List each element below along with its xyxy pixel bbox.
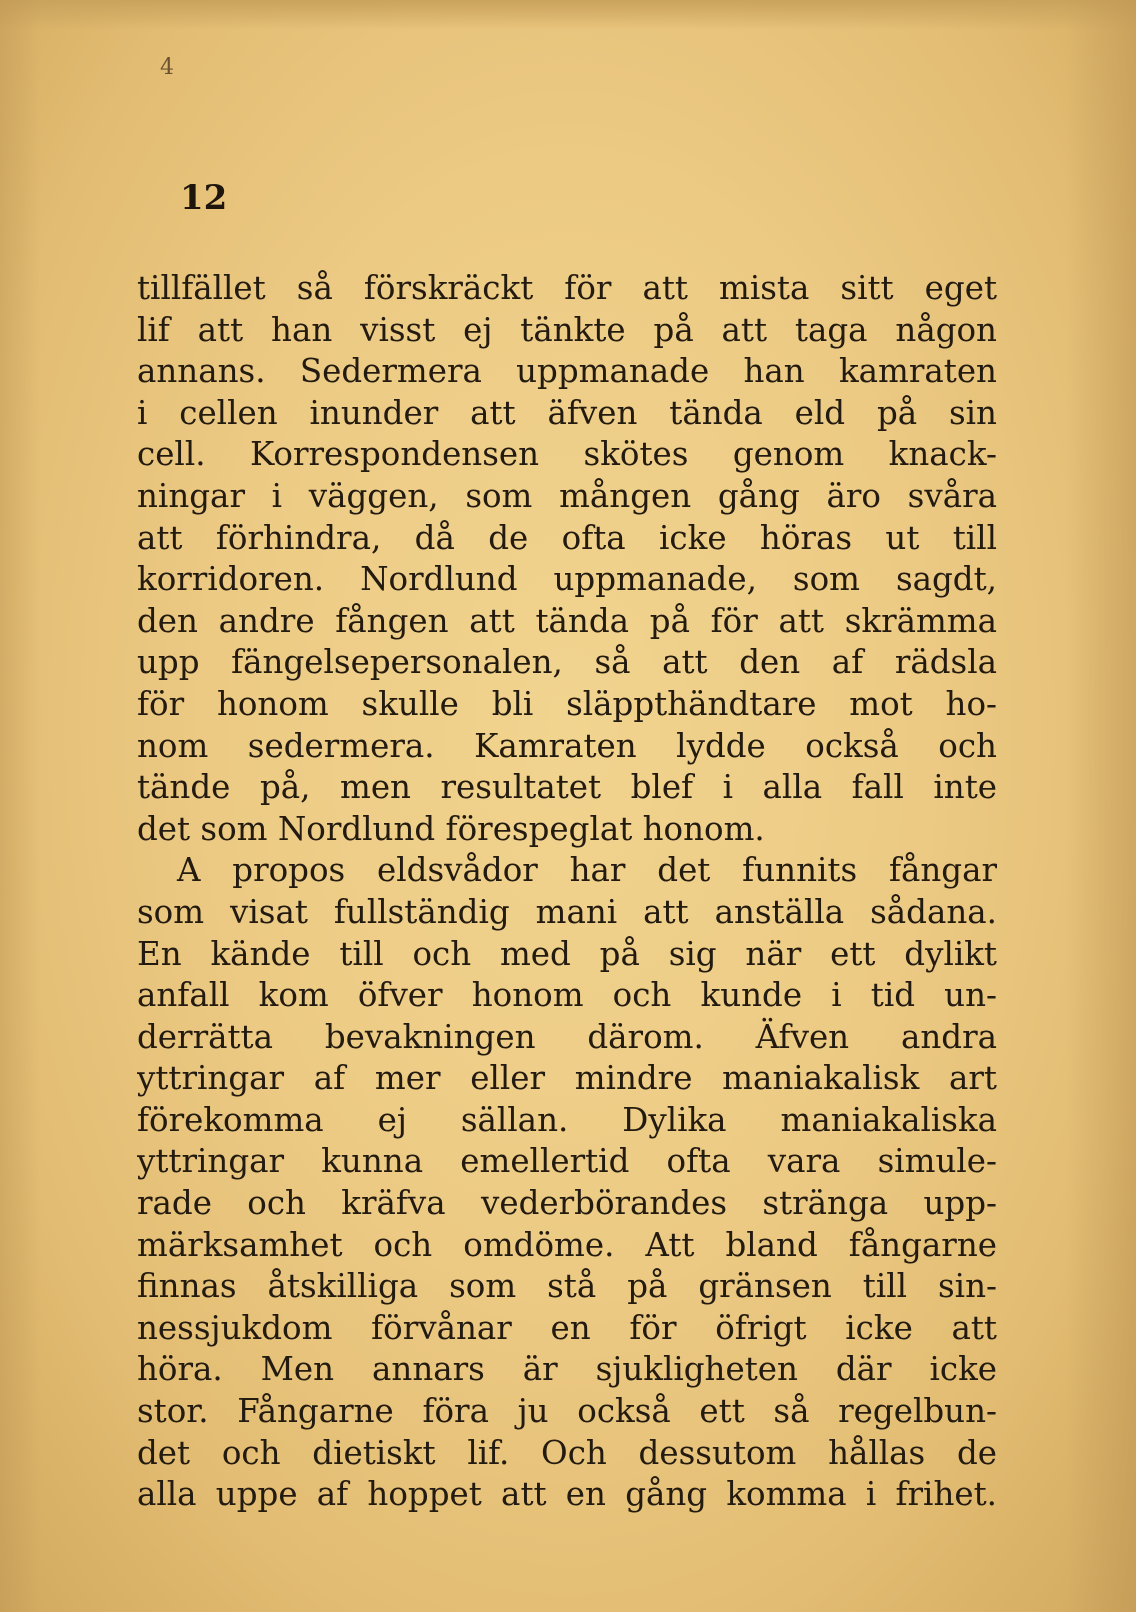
- body-text: [137, 268, 997, 1516]
- text-line: stor. Fångarne föra ju också ett så regelbun-: [137, 1392, 997, 1431]
- text-line: för honom skulle bli släppthändtare mot ho-: [137, 684, 997, 723]
- text-line: den andre fången att tända på för att skrämma: [137, 601, 997, 640]
- text-line: i cellen inunder att äfven tända eld på sin: [137, 393, 997, 432]
- text-line: förekomma ej sällan. Dylika maniakaliska: [137, 1100, 997, 1139]
- text-line: A propos eldsvådor har det funnits fångar: [177, 851, 997, 890]
- text-line: En kände till och med på sig när ett dylikt: [137, 934, 997, 973]
- text-line: det som Nordlund förespeglat honom.: [137, 809, 765, 848]
- corner-mark: 4: [160, 55, 174, 80]
- text-line: nessjukdom förvånar en för öfrigt icke att: [137, 1308, 997, 1347]
- text-line: lif att han visst ej tänkte på att taga någon: [137, 310, 997, 349]
- text-line: alla uppe af hoppet att en gång komma i frihet.: [137, 1475, 997, 1514]
- text-line: finnas åtskilliga som stå på gränsen till sin-: [137, 1267, 997, 1306]
- page-number: 12: [180, 178, 228, 218]
- text-line: tände på, men resultatet blef i alla fall inte: [137, 768, 997, 807]
- paper-edge-right: [1066, 0, 1136, 1612]
- text-line: ningar i väggen, som mången gång äro svåra: [137, 476, 997, 515]
- text-line: cell. Korrespondensen skötes genom knack-: [137, 435, 997, 474]
- text-line: att förhindra, då de ofta icke höras ut till: [137, 518, 997, 557]
- text-line: höra. Men annars är sjukligheten där icke: [137, 1350, 997, 1389]
- text-line: derrätta bevakningen därom. Äfven andra: [137, 1017, 997, 1056]
- text-line: yttringar af mer eller mindre maniakalisk art: [137, 1059, 997, 1098]
- text-line: yttringar kunna emellertid ofta vara simule-: [137, 1142, 997, 1181]
- text-line: nom sedermera. Kamraten lydde också och: [137, 726, 997, 765]
- text-line: tillfället så förskräckt för att mista sitt eget: [137, 269, 997, 307]
- text-line: korridoren. Nordlund uppmanade, som sagdt,: [137, 560, 997, 599]
- paper-edge-top: [0, 0, 1136, 30]
- text-line: anfall kom öfver honom och kunde i tid un-: [137, 976, 997, 1015]
- text-line: upp fängelsepersonalen, så att den af rädsla: [137, 643, 997, 682]
- text-line: som visat fullständig mani att anställa sådana.: [137, 892, 997, 931]
- paper-edge-left: [0, 0, 40, 1612]
- text-line: rade och kräfva vederbörandes stränga upp-: [137, 1184, 997, 1223]
- text-line: annans. Sedermera uppmanade han kamraten: [137, 352, 997, 391]
- text-line: det och dietiskt lif. Och dessutom hållas de: [137, 1433, 997, 1472]
- text-line: märksamhet och omdöme. Att bland fångarne: [137, 1225, 997, 1264]
